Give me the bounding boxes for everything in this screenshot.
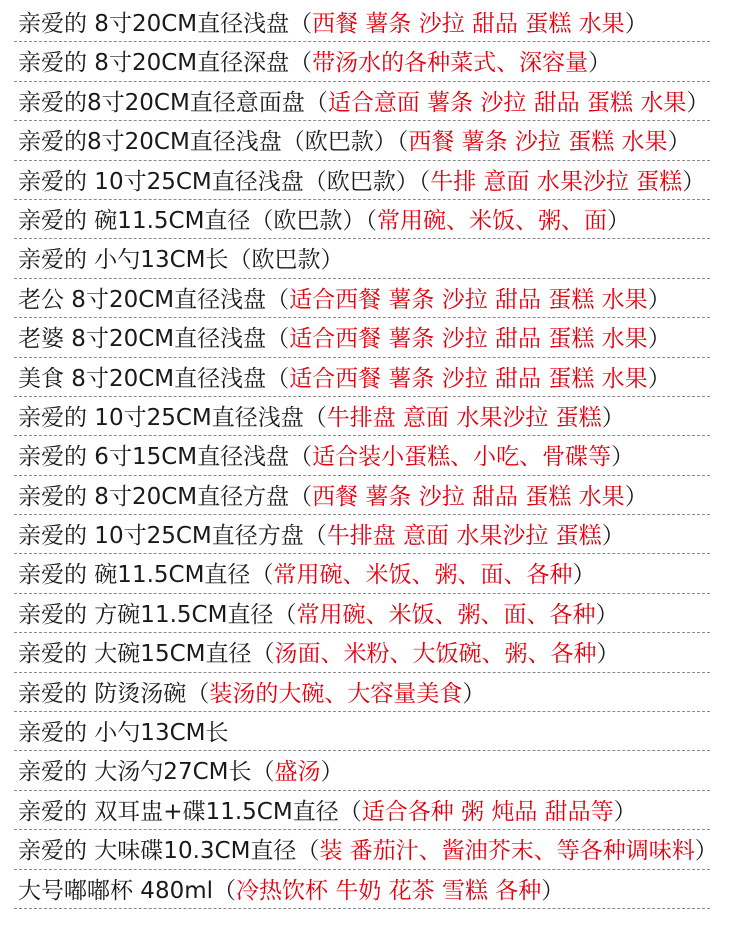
close-paren: ）: [601, 404, 625, 431]
item-name: 亲爱的 防烫汤碗: [18, 680, 187, 707]
item-name: 亲爱的 小勺13CM长: [18, 720, 229, 747]
open-paren: （: [296, 838, 320, 865]
item-description: 常用碗、米饭、粥、面、各种: [296, 601, 596, 628]
item-description: 适合各种 粥 炖品 甜品等: [361, 798, 614, 825]
item-name: 亲爱的 大汤勺27CM长: [18, 759, 252, 786]
open-paren: （: [418, 168, 431, 195]
item-name: 亲爱的 10寸25CM直径浅盘（欧巴款）: [18, 168, 419, 195]
item-description: 装 番茄汁、酱油芥末、等各种调味料: [319, 838, 695, 865]
item-name: 亲爱的 小勺13CM长（欧巴款）: [18, 247, 344, 274]
close-paren: ）: [588, 50, 612, 77]
close-paren: ）: [462, 680, 486, 707]
list-item: [0, 360, 750, 399]
list-item: [0, 832, 750, 871]
item-description: 适合西餐 薯条 沙拉 甜品 蛋糕 水果: [289, 365, 648, 392]
item-description: 适合意面 薯条 沙拉 甜品 蛋糕 水果: [327, 89, 687, 116]
open-paren: （: [303, 404, 327, 431]
list-item: [0, 123, 750, 162]
close-paren: ）: [686, 89, 710, 116]
list-item: [0, 872, 750, 911]
item-name: 亲爱的 8寸20CM直径方盘: [18, 483, 290, 510]
item-description: 带汤水的各种菜式、深容量: [312, 50, 589, 77]
item-name: 老婆 8寸20CM直径浅盘: [18, 326, 267, 353]
item-name: 亲爱的 大味碟10.3CM直径: [18, 838, 297, 865]
open-paren: （: [303, 523, 327, 550]
open-paren: （: [289, 50, 313, 77]
list-item: [0, 675, 750, 714]
item-description: 盛汤: [274, 759, 321, 786]
close-paren: ）: [320, 759, 344, 786]
open-paren: （: [365, 207, 377, 234]
open-paren: （: [213, 877, 237, 904]
item-description: 牛排 意面 水果沙拉 蛋糕: [430, 168, 683, 195]
item-name: 老公 8寸20CM直径浅盘: [18, 286, 267, 313]
item-name: 亲爱的 方碗11.5CM直径: [18, 601, 274, 628]
list-item: [0, 241, 750, 280]
open-paren: （: [266, 326, 290, 353]
item-description: 西餐 薯条 沙拉 蛋糕 水果: [408, 129, 668, 156]
item-name: 亲爱的 10寸25CM直径浅盘: [18, 404, 304, 431]
item-description: 牛排盘 意面 水果沙拉 蛋糕: [326, 404, 602, 431]
list-item: [0, 478, 750, 517]
list-item: [0, 438, 750, 477]
list-item: [0, 84, 750, 123]
item-description: 西餐 薯条 沙拉 甜品 蛋糕 水果: [312, 483, 625, 510]
item-name: 亲爱的 碗11.5CM直径: [18, 562, 251, 589]
item-name: 亲爱的 双耳盅+碟11.5CM直径: [18, 798, 339, 825]
close-paren: ）: [606, 207, 630, 234]
list-item: [0, 596, 750, 635]
close-paren: ）: [624, 483, 648, 510]
close-paren: ）: [572, 562, 596, 589]
list-item: [0, 281, 750, 320]
open-paren: （: [251, 641, 275, 668]
list-item: [0, 556, 750, 595]
item-description: 适合西餐 薯条 沙拉 甜品 蛋糕 水果: [289, 286, 648, 313]
close-paren: ）: [647, 286, 671, 313]
open-paren: （: [266, 365, 290, 392]
item-name: 亲爱的8寸20CM直径浅盘（欧巴款）: [18, 129, 397, 156]
open-paren: （: [289, 11, 313, 37]
open-paren: （: [251, 759, 275, 786]
open-paren: （: [289, 483, 313, 510]
open-paren: （: [338, 798, 362, 825]
list-item: [0, 5, 750, 44]
list-item: [0, 399, 750, 438]
close-paren: ）: [682, 168, 706, 195]
product-list: [0, 5, 750, 911]
item-description: 常用碗、米饭、粥、面、各种: [273, 562, 573, 589]
list-item: [0, 753, 750, 792]
list-item: [0, 202, 750, 241]
item-description: 常用碗、米饭、粥、面: [376, 207, 607, 234]
list-item: [0, 44, 750, 83]
item-description: 汤面、米粉、大饭碗、粥、各种: [274, 641, 597, 668]
list-item: [0, 320, 750, 359]
close-paren: ）: [541, 877, 565, 904]
close-paren: ）: [596, 641, 620, 668]
item-description: 适合西餐 薯条 沙拉 甜品 蛋糕 水果: [289, 326, 648, 353]
item-name: 亲爱的 8寸20CM直径深盘: [18, 50, 290, 77]
close-paren: ）: [647, 326, 671, 353]
list-item: [0, 793, 750, 832]
item-description: 冷热饮杯 牛奶 花茶 雪糕 各种: [236, 877, 542, 904]
list-item: [0, 163, 750, 202]
item-name: 亲爱的 碗11.5CM直径（欧巴款）: [18, 207, 366, 234]
item-name: 亲爱的 8寸20CM直径浅盘: [18, 11, 290, 37]
close-paren: ）: [613, 798, 637, 825]
item-description: 牛排盘 意面 水果沙拉 蛋糕: [326, 523, 602, 550]
list-item: [0, 517, 750, 556]
item-name: 亲爱的8寸20CM直径意面盘: [18, 89, 305, 116]
open-paren: （: [289, 444, 313, 471]
open-paren: （: [396, 129, 409, 156]
item-name: 大号嘟嘟杯 480ml: [18, 877, 214, 904]
list-item: [0, 635, 750, 674]
open-paren: （: [273, 601, 297, 628]
item-description: 装汤的大碗、大容量美食: [209, 680, 463, 707]
item-name: 亲爱的 10寸25CM直径方盘: [18, 523, 304, 550]
open-paren: （: [266, 286, 290, 313]
close-paren: ）: [647, 365, 671, 392]
item-name: 美食 8寸20CM直径浅盘: [18, 365, 267, 392]
close-paren: ）: [624, 11, 648, 37]
list-item: [0, 714, 750, 753]
item-name: 亲爱的 6寸15CM直径浅盘: [18, 444, 290, 471]
item-description: 西餐 薯条 沙拉 甜品 蛋糕 水果: [312, 11, 625, 37]
close-paren: ）: [694, 838, 718, 865]
open-paren: （: [186, 680, 210, 707]
close-paren: ）: [611, 444, 635, 471]
open-paren: （: [250, 562, 274, 589]
close-paren: ）: [595, 601, 619, 628]
close-paren: ）: [601, 523, 625, 550]
open-paren: （: [304, 89, 328, 116]
item-name: 亲爱的 大碗15CM直径: [18, 641, 252, 668]
item-description: 适合装小蛋糕、小吃、骨碟等: [312, 444, 612, 471]
close-paren: ）: [667, 129, 691, 156]
